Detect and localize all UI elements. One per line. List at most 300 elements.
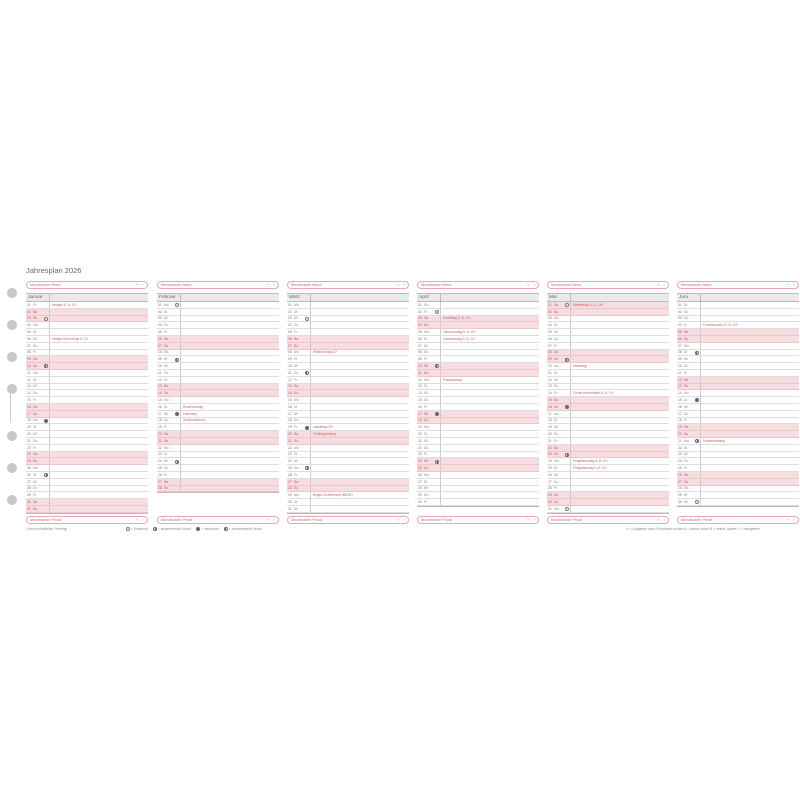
day-row[interactable] (157, 363, 279, 370)
day-row[interactable] (547, 350, 669, 357)
day-row[interactable] (26, 424, 148, 431)
day-number: 03 (678, 316, 682, 321)
day-row[interactable] (157, 377, 279, 384)
day-number: 25 (27, 465, 31, 470)
day-row[interactable] (417, 384, 539, 391)
day-number: 30 (418, 499, 422, 504)
day-row[interactable] (417, 363, 539, 370)
weekday: Sa (33, 404, 38, 409)
day-number: 06 (158, 336, 162, 341)
day-row[interactable] (157, 343, 279, 350)
day-row[interactable] (677, 316, 799, 323)
weekday: Mi (554, 472, 558, 477)
day-row[interactable] (547, 370, 669, 377)
weekday: Fr (294, 425, 298, 430)
day-row[interactable] (157, 390, 279, 397)
weekday: Sa (294, 384, 299, 389)
weekday: Di (424, 384, 428, 389)
day-number: 20 (27, 431, 31, 436)
day-row[interactable] (287, 309, 409, 316)
day-row[interactable] (547, 302, 669, 309)
day-row[interactable] (26, 499, 148, 506)
day-number: 06 (548, 336, 552, 341)
day-number: 20 (158, 431, 162, 436)
legend-new: = Neumond (196, 527, 219, 531)
day-row[interactable] (157, 472, 279, 479)
day-row[interactable] (157, 418, 279, 425)
day-number: 21 (418, 438, 422, 443)
moon-phase-icon (695, 398, 699, 402)
day-number: 15 (418, 397, 422, 402)
weekday: Di (294, 499, 298, 504)
goal-field-work[interactable] (26, 281, 148, 289)
holiday-label: Aschermittwoch (183, 418, 206, 423)
day-number: 13 (158, 384, 162, 389)
day-row[interactable] (157, 431, 279, 438)
day-number: 24 (288, 459, 292, 464)
day-row[interactable] (287, 465, 409, 472)
holiday-label: Josefstag CH* (313, 425, 334, 430)
day-row[interactable] (677, 329, 799, 336)
weekday: Mi (684, 452, 688, 457)
weekday: Sa (164, 431, 169, 436)
weekday: Mi (294, 363, 298, 368)
day-row[interactable] (547, 445, 669, 452)
day-row[interactable] (677, 499, 799, 506)
day-row[interactable] (157, 350, 279, 357)
weekday: Do (554, 336, 559, 341)
day-row[interactable] (547, 336, 669, 343)
day-row[interactable] (417, 431, 539, 438)
day-row[interactable] (157, 445, 279, 452)
day-number: 24 (27, 459, 31, 464)
goal-field-private[interactable] (547, 516, 669, 524)
day-row[interactable] (547, 397, 669, 404)
moon-phase-icon (435, 460, 439, 464)
day-row[interactable] (26, 316, 148, 323)
day-row[interactable] (417, 472, 539, 479)
weekday: Sa (33, 309, 38, 314)
day-number: 17 (27, 411, 31, 416)
day-row[interactable] (677, 370, 799, 377)
day-row[interactable] (677, 431, 799, 438)
day-row[interactable] (26, 404, 148, 411)
pencil-icon: ✎ (135, 282, 139, 287)
day-row[interactable] (547, 452, 669, 459)
day-row[interactable] (547, 486, 669, 493)
day-row[interactable] (547, 329, 669, 336)
day-row[interactable] (547, 322, 669, 329)
day-row[interactable] (26, 322, 148, 329)
day-row[interactable] (547, 377, 669, 384)
day-row[interactable] (677, 479, 799, 486)
day-row[interactable] (26, 452, 148, 459)
day-row[interactable] (287, 418, 409, 425)
day-row[interactable] (677, 445, 799, 452)
day-row[interactable] (157, 384, 279, 391)
day-row[interactable] (547, 431, 669, 438)
weekday: Sa (554, 350, 559, 355)
day-row[interactable] (417, 418, 539, 425)
day-row[interactable] (677, 452, 799, 459)
weekday: Do (424, 397, 429, 402)
goal-field-work[interactable] (287, 281, 409, 289)
day-row[interactable] (157, 309, 279, 316)
day-number: 10 (288, 363, 292, 368)
holiday-label: Palmsonntag (443, 377, 462, 382)
day-row[interactable] (157, 438, 279, 445)
day-number: 17 (288, 411, 292, 416)
day-row[interactable] (287, 492, 409, 499)
day-row[interactable] (157, 370, 279, 377)
day-row[interactable] (547, 438, 669, 445)
day-row[interactable] (287, 356, 409, 363)
weekday: Mi (164, 411, 168, 416)
day-row[interactable] (677, 486, 799, 493)
day-number: 16 (678, 404, 682, 409)
weekday: Sa (33, 452, 38, 457)
side-marker (10, 386, 11, 422)
holiday-label: Pfingstsonntag D, A, CH (573, 459, 608, 464)
day-row[interactable] (417, 499, 539, 506)
day-row[interactable] (287, 329, 409, 336)
day-row[interactable] (26, 479, 148, 486)
day-row[interactable] (157, 356, 279, 363)
day-row[interactable] (417, 438, 539, 445)
weekday: Fr (554, 391, 558, 396)
day-row[interactable] (677, 424, 799, 431)
weekday: Mi (164, 459, 168, 464)
day-row[interactable] (417, 452, 539, 459)
day-row[interactable] (417, 322, 539, 329)
day-row[interactable] (157, 458, 279, 465)
day-row[interactable] (547, 404, 669, 411)
day-row[interactable] (547, 479, 669, 486)
day-row[interactable] (417, 309, 539, 316)
holiday-label: Weltfrauentag D* (313, 350, 338, 355)
weekday: Sa (164, 336, 169, 341)
day-row[interactable] (157, 452, 279, 459)
weekday: So (164, 486, 169, 491)
day-row[interactable] (677, 384, 799, 391)
day-row[interactable] (547, 492, 669, 499)
day-row[interactable] (417, 458, 539, 465)
day-row[interactable] (26, 329, 148, 336)
day-number: 01 (418, 302, 422, 307)
day-row[interactable] (677, 302, 799, 309)
day-number: 17 (548, 411, 552, 416)
day-row[interactable] (287, 458, 409, 465)
day-row[interactable] (547, 390, 669, 397)
weekday: Mi (294, 411, 298, 416)
day-row[interactable] (26, 356, 148, 363)
weekday: Di (554, 323, 558, 328)
day-row[interactable] (157, 404, 279, 411)
day-row[interactable] (287, 424, 409, 431)
day-row[interactable] (26, 350, 148, 357)
day-row[interactable] (26, 486, 148, 493)
weekday: So (164, 391, 169, 396)
weekday: Fr (684, 323, 688, 328)
day-row[interactable] (677, 309, 799, 316)
day-row[interactable] (677, 492, 799, 499)
day-row[interactable] (287, 486, 409, 493)
day-row[interactable] (547, 458, 669, 465)
weekday: Do (33, 486, 38, 491)
day-number: 20 (678, 431, 682, 436)
weekday: Mi (554, 425, 558, 430)
day-row[interactable] (417, 411, 539, 418)
goal-field-private[interactable] (417, 516, 539, 524)
goal-field-private[interactable] (287, 516, 409, 524)
goal-field-work[interactable] (417, 281, 539, 289)
day-row[interactable] (547, 356, 669, 363)
day-row[interactable] (417, 302, 539, 309)
day-row[interactable] (677, 356, 799, 363)
day-row[interactable] (26, 492, 148, 499)
day-row[interactable] (677, 418, 799, 425)
day-row[interactable] (287, 397, 409, 404)
pencil-icon: ✎ (526, 517, 530, 522)
private-goal-label: Monatsziele Privat (161, 517, 193, 522)
moon-phase-icon (44, 419, 48, 423)
day-row[interactable] (547, 309, 669, 316)
day-row[interactable] (677, 322, 799, 329)
day-number: 21 (288, 438, 292, 443)
weekday: Sa (33, 499, 38, 504)
day-row[interactable] (287, 377, 409, 384)
day-row[interactable] (287, 390, 409, 397)
day-row[interactable] (677, 377, 799, 384)
day-row[interactable] (547, 424, 669, 431)
day-number: 25 (158, 465, 162, 470)
day-number: 11 (288, 370, 292, 375)
day-row[interactable] (677, 458, 799, 465)
goal-field-private[interactable] (26, 516, 148, 524)
day-row[interactable] (157, 316, 279, 323)
weekday: Di (164, 309, 168, 314)
day-row[interactable] (287, 363, 409, 370)
weekday: Sa (424, 316, 429, 321)
day-row[interactable] (157, 336, 279, 343)
day-row[interactable] (157, 411, 279, 418)
day-row[interactable] (547, 472, 669, 479)
day-row[interactable] (417, 316, 539, 323)
weekday: Do (294, 323, 299, 328)
day-row[interactable] (287, 499, 409, 506)
day-row[interactable] (547, 384, 669, 391)
day-row[interactable] (547, 499, 669, 506)
day-row[interactable] (157, 479, 279, 486)
check-icon: ✓ (792, 282, 796, 287)
day-row[interactable] (547, 465, 669, 472)
day-row[interactable] (417, 492, 539, 499)
day-row[interactable] (157, 329, 279, 336)
day-row[interactable] (26, 506, 148, 513)
day-row[interactable] (26, 370, 148, 377)
day-row[interactable] (26, 458, 148, 465)
day-row[interactable] (26, 472, 148, 479)
month-header (26, 293, 148, 302)
day-number: 09 (288, 357, 292, 362)
punch-hole (7, 384, 17, 394)
pencil-icon: ✎ (526, 282, 530, 287)
holiday-label: Neujahr D, A, CH (52, 302, 77, 307)
weekday: Mo (294, 397, 299, 402)
day-row[interactable] (417, 329, 539, 336)
day-number: 29 (418, 493, 422, 498)
day-row[interactable] (287, 343, 409, 350)
pencil-icon: ✎ (266, 517, 270, 522)
day-row[interactable] (26, 431, 148, 438)
day-row[interactable] (287, 411, 409, 418)
pencil-icon: ✎ (396, 282, 400, 287)
day-number: 12 (288, 377, 292, 382)
day-number: 30 (678, 499, 682, 504)
day-row[interactable] (287, 445, 409, 452)
day-row[interactable] (26, 438, 148, 445)
day-row[interactable] (157, 302, 279, 309)
goal-field-work[interactable] (547, 281, 669, 289)
day-row[interactable] (417, 479, 539, 486)
day-row[interactable] (287, 316, 409, 323)
day-row[interactable] (287, 452, 409, 459)
day-row[interactable] (26, 397, 148, 404)
day-number: 13 (678, 384, 682, 389)
day-number: 08 (288, 350, 292, 355)
day-row[interactable] (417, 486, 539, 493)
day-row[interactable] (417, 404, 539, 411)
day-row[interactable] (287, 370, 409, 377)
day-row[interactable] (157, 397, 279, 404)
goal-field-work[interactable] (677, 281, 799, 289)
day-row[interactable] (157, 424, 279, 431)
day-row[interactable] (417, 397, 539, 404)
day-row[interactable] (417, 370, 539, 377)
weekday: Do (424, 350, 429, 355)
day-row[interactable] (26, 465, 148, 472)
day-row[interactable] (26, 390, 148, 397)
day-row[interactable] (677, 343, 799, 350)
day-row[interactable] (26, 302, 148, 309)
holiday-label: Christi Himmelfahrt D, A, CH (573, 391, 614, 396)
day-row[interactable] (417, 465, 539, 472)
day-row[interactable] (547, 316, 669, 323)
moon-phase-icon (175, 303, 179, 307)
day-row[interactable] (26, 445, 148, 452)
day-row[interactable] (287, 479, 409, 486)
day-row[interactable] (287, 350, 409, 357)
day-row[interactable] (677, 472, 799, 479)
goal-label: Monatsziele Beruf (551, 282, 582, 287)
day-number: 12 (678, 377, 682, 382)
day-number: 24 (678, 459, 682, 464)
moon-phase-icon (695, 439, 699, 443)
day-row[interactable] (677, 397, 799, 404)
day-row[interactable] (547, 411, 669, 418)
weekday: Fr (33, 350, 37, 355)
weekday: Di (424, 336, 428, 341)
weekday: So (164, 438, 169, 443)
day-row[interactable] (287, 302, 409, 309)
check-icon: ✓ (662, 517, 666, 522)
day-number: 20 (548, 431, 552, 436)
day-row[interactable] (287, 336, 409, 343)
day-row[interactable] (677, 336, 799, 343)
day-row[interactable] (417, 350, 539, 357)
day-row[interactable] (677, 350, 799, 357)
day-row[interactable] (26, 418, 148, 425)
day-number: 27 (288, 479, 292, 484)
day-row[interactable] (157, 486, 279, 493)
day-row[interactable] (157, 465, 279, 472)
day-row[interactable] (417, 424, 539, 431)
day-row[interactable] (26, 411, 148, 418)
day-row[interactable] (287, 506, 409, 513)
day-row[interactable] (417, 377, 539, 384)
pencil-icon: ✎ (135, 517, 139, 522)
weekday: Do (164, 323, 169, 328)
day-row[interactable] (547, 363, 669, 370)
day-row[interactable] (417, 390, 539, 397)
weekday: Do (33, 438, 38, 443)
day-row[interactable] (287, 322, 409, 329)
month-header (157, 293, 279, 302)
day-row[interactable] (677, 404, 799, 411)
day-number: 15 (548, 397, 552, 402)
day-number: 02 (548, 309, 552, 314)
day-row[interactable] (677, 363, 799, 370)
day-row[interactable] (417, 336, 539, 343)
day-row[interactable] (417, 445, 539, 452)
goal-field-private[interactable] (157, 516, 279, 524)
day-row[interactable] (677, 438, 799, 445)
day-row[interactable] (287, 431, 409, 438)
goal-field-work[interactable] (157, 281, 279, 289)
day-row[interactable] (677, 390, 799, 397)
weekday: Do (684, 459, 689, 464)
day-row[interactable] (26, 377, 148, 384)
weekday: Fr (554, 438, 558, 443)
day-row[interactable] (26, 336, 148, 343)
weekday: So (294, 391, 299, 396)
day-row[interactable] (287, 384, 409, 391)
day-number: 01 (678, 302, 682, 307)
day-row[interactable] (677, 411, 799, 418)
day-row[interactable] (287, 404, 409, 411)
day-row[interactable] (287, 438, 409, 445)
day-row[interactable] (547, 506, 669, 513)
day-row[interactable] (157, 322, 279, 329)
day-row[interactable] (287, 472, 409, 479)
day-row[interactable] (26, 309, 148, 316)
private-goal-label: Monatsziele Privat (291, 517, 323, 522)
goal-field-private[interactable] (677, 516, 799, 524)
day-row[interactable] (26, 343, 148, 350)
day-row[interactable] (26, 384, 148, 391)
weekday: So (33, 316, 38, 321)
day-number: 05 (678, 329, 682, 334)
day-number: 16 (548, 404, 552, 409)
weekday: Fr (684, 370, 688, 375)
day-row[interactable] (26, 363, 148, 370)
day-row[interactable] (547, 418, 669, 425)
weekday: So (424, 418, 429, 423)
day-row[interactable] (547, 343, 669, 350)
day-row[interactable] (417, 356, 539, 363)
day-row[interactable] (417, 343, 539, 350)
day-row[interactable] (677, 465, 799, 472)
